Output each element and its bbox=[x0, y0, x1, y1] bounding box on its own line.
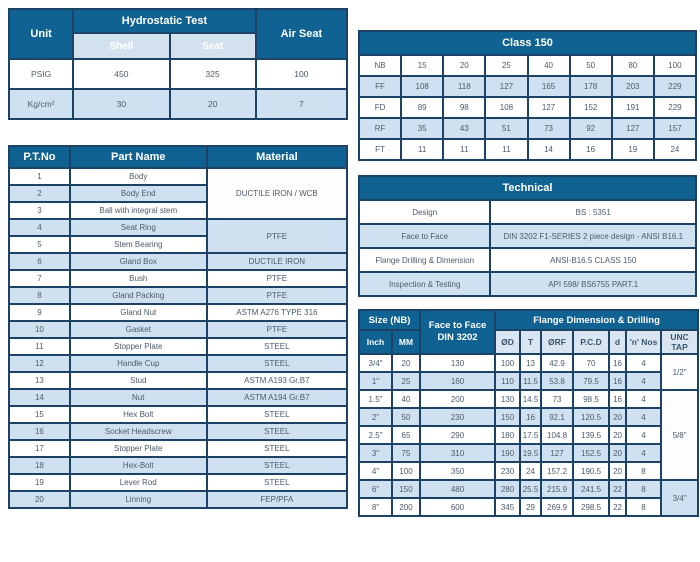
table-row bbox=[359, 372, 698, 390]
n-cell: 8 bbox=[626, 462, 661, 480]
material-cell: PTFE bbox=[207, 270, 347, 287]
face-to-face-label: Face to Face bbox=[428, 320, 487, 332]
mm-header: MM bbox=[392, 330, 420, 354]
part-name-cell: Body bbox=[70, 168, 207, 185]
value-cell: 20 bbox=[443, 55, 485, 76]
d-cell: 22 bbox=[609, 498, 626, 516]
part-name-cell: Seat Ring bbox=[70, 219, 207, 236]
n-cell: 4 bbox=[626, 354, 661, 372]
shell-subheader: Shell bbox=[73, 33, 169, 59]
unit-cell: PSIG bbox=[9, 59, 73, 89]
tech-label-cell: Design bbox=[359, 200, 490, 224]
part-name-cell: Stem Bearing bbox=[70, 236, 207, 253]
pt-no-cell: 4 bbox=[9, 219, 70, 236]
value-cell: 191 bbox=[612, 97, 654, 118]
table-row bbox=[9, 89, 347, 119]
inch-cell: 3" bbox=[359, 444, 392, 462]
inch-cell: 8" bbox=[359, 498, 392, 516]
flange-dimensions-table bbox=[358, 309, 699, 517]
air-seat-header: Air Seat bbox=[256, 9, 347, 59]
table-row bbox=[359, 248, 696, 272]
air-seat-value-cell: 7 bbox=[256, 89, 347, 119]
pt-no-cell: 9 bbox=[9, 304, 70, 321]
part-name-cell: Stud bbox=[70, 372, 207, 389]
value-cell: 51 bbox=[485, 118, 527, 139]
pt-no-cell: 20 bbox=[9, 491, 70, 508]
technical-header: Technical bbox=[359, 176, 696, 200]
inch-cell: 1" bbox=[359, 372, 392, 390]
row-label-cell: RF bbox=[359, 118, 401, 139]
table-row bbox=[359, 426, 698, 444]
od-cell: 110 bbox=[495, 372, 520, 390]
table-row bbox=[9, 59, 347, 89]
value-cell: 203 bbox=[612, 76, 654, 97]
inch-cell: 2.5" bbox=[359, 426, 392, 444]
value-cell: 92 bbox=[570, 118, 612, 139]
hydrostatic-test-header: Hydrostatic Test bbox=[73, 9, 256, 33]
part-name-cell: Stopper Plate bbox=[70, 440, 207, 457]
pcd-cell: 79.5 bbox=[573, 372, 609, 390]
table-row bbox=[9, 440, 347, 457]
value-cell: 80 bbox=[612, 55, 654, 76]
n-nos-header: 'n' Nos bbox=[626, 330, 661, 354]
tech-value-cell: API 598/ BS6755 PART.1 bbox=[490, 272, 696, 296]
od-cell: 345 bbox=[495, 498, 520, 516]
unit-header: Unit bbox=[9, 9, 73, 59]
part-name-cell: Nut bbox=[70, 389, 207, 406]
pt-no-cell: 12 bbox=[9, 355, 70, 372]
value-cell: 35 bbox=[401, 118, 443, 139]
value-cell: 165 bbox=[528, 76, 570, 97]
seat-value-cell: 325 bbox=[170, 59, 256, 89]
seat-value-cell: 20 bbox=[170, 89, 256, 119]
table-row bbox=[9, 304, 347, 321]
n-cell: 8 bbox=[626, 480, 661, 498]
part-name-cell: Lever Rod bbox=[70, 474, 207, 491]
mm-cell: 150 bbox=[392, 480, 420, 498]
pt-no-cell: 15 bbox=[9, 406, 70, 423]
orf-cell: 215.9 bbox=[541, 480, 573, 498]
table-row bbox=[359, 444, 698, 462]
t-cell: 13 bbox=[520, 354, 541, 372]
inch-cell: 4" bbox=[359, 462, 392, 480]
f2f-cell: 230 bbox=[420, 408, 495, 426]
pcd-cell: 190.5 bbox=[573, 462, 609, 480]
material-cell: PTFE bbox=[207, 219, 347, 253]
row-label-cell: FD bbox=[359, 97, 401, 118]
t-cell: 19.5 bbox=[520, 444, 541, 462]
d-header: d bbox=[609, 330, 626, 354]
value-cell: 229 bbox=[654, 97, 696, 118]
material-cell: ASTM A193 Gr.B7 bbox=[207, 372, 347, 389]
inch-cell: 6" bbox=[359, 480, 392, 498]
row-label-cell: FF bbox=[359, 76, 401, 97]
pt-no-cell: 7 bbox=[9, 270, 70, 287]
mm-cell: 40 bbox=[392, 390, 420, 408]
f2f-cell: 160 bbox=[420, 372, 495, 390]
value-cell: 43 bbox=[443, 118, 485, 139]
pcd-cell: 120.5 bbox=[573, 408, 609, 426]
table-row bbox=[9, 219, 347, 236]
orf-cell: 104.8 bbox=[541, 426, 573, 444]
value-cell: 152 bbox=[570, 97, 612, 118]
f2f-cell: 200 bbox=[420, 390, 495, 408]
table-row bbox=[359, 118, 696, 139]
table-row bbox=[9, 270, 347, 287]
value-cell: 15 bbox=[401, 55, 443, 76]
value-cell: 118 bbox=[443, 76, 485, 97]
value-cell: 108 bbox=[401, 76, 443, 97]
d-cell: 20 bbox=[609, 444, 626, 462]
table-row bbox=[359, 498, 698, 516]
material-cell: FEP/PFA bbox=[207, 491, 347, 508]
shell-value-cell: 450 bbox=[73, 59, 169, 89]
inch-cell: 3/4" bbox=[359, 354, 392, 372]
pt-no-cell: 1 bbox=[9, 168, 70, 185]
material-cell: ASTM A194 Gr.B7 bbox=[207, 389, 347, 406]
table-row bbox=[359, 354, 698, 372]
right-column bbox=[358, 30, 697, 517]
pt-no-cell: 19 bbox=[9, 474, 70, 491]
f2f-cell: 130 bbox=[420, 354, 495, 372]
value-cell: 25 bbox=[485, 55, 527, 76]
part-name-cell: Ball with integral stem bbox=[70, 202, 207, 219]
pt-no-cell: 8 bbox=[9, 287, 70, 304]
inch-cell: 1.5" bbox=[359, 390, 392, 408]
value-cell: 11 bbox=[443, 139, 485, 160]
table-row bbox=[359, 462, 698, 480]
unc-tap-cell: 3/4" bbox=[661, 480, 698, 516]
pt-no-cell: 17 bbox=[9, 440, 70, 457]
pcd-cell: 98.5 bbox=[573, 390, 609, 408]
inch-cell: 2" bbox=[359, 408, 392, 426]
table-row bbox=[9, 389, 347, 406]
tech-value-cell: ANSI-B16.5 CLASS 150 bbox=[490, 248, 696, 272]
inch-header: Inch bbox=[359, 330, 392, 354]
table-row bbox=[359, 408, 698, 426]
table-row bbox=[9, 355, 347, 372]
f2f-cell: 310 bbox=[420, 444, 495, 462]
part-name-cell: Body End bbox=[70, 185, 207, 202]
value-cell: 11 bbox=[485, 139, 527, 160]
d-cell: 20 bbox=[609, 408, 626, 426]
size-nb-header: Size (NB) bbox=[359, 310, 420, 330]
tech-value-cell: BS : 5351 bbox=[490, 200, 696, 224]
pt-no-cell: 10 bbox=[9, 321, 70, 338]
t-cell: 29 bbox=[520, 498, 541, 516]
mm-cell: 20 bbox=[392, 354, 420, 372]
value-cell: 157 bbox=[654, 118, 696, 139]
table-row bbox=[9, 253, 347, 270]
d-cell: 16 bbox=[609, 354, 626, 372]
class-150-header: Class 150 bbox=[359, 31, 696, 55]
material-header: Material bbox=[207, 146, 347, 168]
shell-value-cell: 30 bbox=[73, 89, 169, 119]
tech-label-cell: Flange Drilling & Dimension bbox=[359, 248, 490, 272]
orf-cell: 127 bbox=[541, 444, 573, 462]
n-cell: 4 bbox=[626, 408, 661, 426]
n-cell: 4 bbox=[626, 372, 661, 390]
unit-cell: Kg/cm² bbox=[9, 89, 73, 119]
value-cell: 229 bbox=[654, 76, 696, 97]
mm-cell: 200 bbox=[392, 498, 420, 516]
material-cell: STEEL bbox=[207, 440, 347, 457]
left-column bbox=[8, 8, 348, 509]
table-row bbox=[9, 338, 347, 355]
f2f-cell: 350 bbox=[420, 462, 495, 480]
material-cell: DUCTILE IRON / WCB bbox=[207, 168, 347, 219]
value-cell: 50 bbox=[570, 55, 612, 76]
t-cell: 11.5 bbox=[520, 372, 541, 390]
material-cell: STEEL bbox=[207, 406, 347, 423]
n-cell: 4 bbox=[626, 444, 661, 462]
value-cell: 19 bbox=[612, 139, 654, 160]
pt-no-cell: 3 bbox=[9, 202, 70, 219]
pt-no-header: P.T.No bbox=[9, 146, 70, 168]
d-cell: 16 bbox=[609, 372, 626, 390]
parts-list-table bbox=[8, 145, 348, 509]
orf-cell: 42.9 bbox=[541, 354, 573, 372]
table-row bbox=[9, 321, 347, 338]
od-cell: 230 bbox=[495, 462, 520, 480]
unc-tap-cell: 1/2" bbox=[661, 354, 698, 390]
part-name-cell: Gland Packing bbox=[70, 287, 207, 304]
flange-dimension-drilling-header: Flange Dimension & Drilling bbox=[495, 310, 698, 330]
technical-table bbox=[358, 175, 697, 297]
part-name-header: Part Name bbox=[70, 146, 207, 168]
t-cell: 25.5 bbox=[520, 480, 541, 498]
material-cell: ASTM A276 TYPE 316 bbox=[207, 304, 347, 321]
hydrostatic-test-table bbox=[8, 8, 348, 120]
pt-no-cell: 2 bbox=[9, 185, 70, 202]
row-label-cell: NB bbox=[359, 55, 401, 76]
table-row bbox=[359, 390, 698, 408]
orf-cell: 53.8 bbox=[541, 372, 573, 390]
part-name-cell: Gasket bbox=[70, 321, 207, 338]
t-header: T bbox=[520, 330, 541, 354]
n-cell: 4 bbox=[626, 390, 661, 408]
d-cell: 16 bbox=[609, 390, 626, 408]
mm-cell: 25 bbox=[392, 372, 420, 390]
material-cell: STEEL bbox=[207, 423, 347, 440]
orf-cell: 92.1 bbox=[541, 408, 573, 426]
table-row bbox=[359, 480, 698, 498]
value-cell: 24 bbox=[654, 139, 696, 160]
od-cell: 190 bbox=[495, 444, 520, 462]
material-cell: DUCTILE IRON bbox=[207, 253, 347, 270]
mm-cell: 65 bbox=[392, 426, 420, 444]
table-row bbox=[359, 200, 696, 224]
pcd-header: P.C.D bbox=[573, 330, 609, 354]
class-150-table bbox=[358, 30, 697, 161]
mm-cell: 50 bbox=[392, 408, 420, 426]
d-cell: 22 bbox=[609, 480, 626, 498]
f2f-cell: 480 bbox=[420, 480, 495, 498]
din-3202-label: DIN 3202 bbox=[437, 332, 478, 343]
face-to-face-header bbox=[420, 310, 495, 354]
part-name-cell: Stopper Plate bbox=[70, 338, 207, 355]
f2f-cell: 600 bbox=[420, 498, 495, 516]
part-name-cell: Handle Cup bbox=[70, 355, 207, 372]
table-row bbox=[359, 224, 696, 248]
od-cell: 280 bbox=[495, 480, 520, 498]
t-cell: 17.5 bbox=[520, 426, 541, 444]
table-row bbox=[9, 491, 347, 508]
n-cell: 8 bbox=[626, 498, 661, 516]
table-row bbox=[9, 406, 347, 423]
value-cell: 40 bbox=[528, 55, 570, 76]
table-row bbox=[9, 287, 347, 304]
unc-tap-header: UNC TAP bbox=[661, 330, 698, 354]
part-name-cell: Hex-Bolt bbox=[70, 457, 207, 474]
table-row bbox=[359, 139, 696, 160]
value-cell: 73 bbox=[528, 118, 570, 139]
pt-no-cell: 14 bbox=[9, 389, 70, 406]
row-label-cell: FT bbox=[359, 139, 401, 160]
table-row bbox=[9, 168, 347, 185]
part-name-cell: Bush bbox=[70, 270, 207, 287]
d-cell: 20 bbox=[609, 426, 626, 444]
value-cell: 89 bbox=[401, 97, 443, 118]
material-cell: PTFE bbox=[207, 321, 347, 338]
t-cell: 16 bbox=[520, 408, 541, 426]
value-cell: 98 bbox=[443, 97, 485, 118]
material-cell: PTFE bbox=[207, 287, 347, 304]
tech-label-cell: Face to Face bbox=[359, 224, 490, 248]
orf-cell: 269.9 bbox=[541, 498, 573, 516]
od-cell: 130 bbox=[495, 390, 520, 408]
pt-no-cell: 11 bbox=[9, 338, 70, 355]
pt-no-cell: 16 bbox=[9, 423, 70, 440]
part-name-cell: Linning bbox=[70, 491, 207, 508]
od-header: ØD bbox=[495, 330, 520, 354]
table-row bbox=[359, 97, 696, 118]
pcd-cell: 298.5 bbox=[573, 498, 609, 516]
value-cell: 16 bbox=[570, 139, 612, 160]
pt-no-cell: 18 bbox=[9, 457, 70, 474]
table-row bbox=[9, 457, 347, 474]
material-cell: STEEL bbox=[207, 474, 347, 491]
od-cell: 180 bbox=[495, 426, 520, 444]
air-seat-value-cell: 100 bbox=[256, 59, 347, 89]
value-cell: 178 bbox=[570, 76, 612, 97]
table-row bbox=[359, 55, 696, 76]
od-cell: 150 bbox=[495, 408, 520, 426]
value-cell: 108 bbox=[485, 97, 527, 118]
pcd-cell: 152.5 bbox=[573, 444, 609, 462]
seat-subheader: Seat bbox=[170, 33, 256, 59]
pt-no-cell: 6 bbox=[9, 253, 70, 270]
value-cell: 127 bbox=[485, 76, 527, 97]
material-cell: STEEL bbox=[207, 338, 347, 355]
value-cell: 127 bbox=[612, 118, 654, 139]
od-cell: 100 bbox=[495, 354, 520, 372]
part-name-cell: Gland Nut bbox=[70, 304, 207, 321]
t-cell: 14.5 bbox=[520, 390, 541, 408]
value-cell: 14 bbox=[528, 139, 570, 160]
pcd-cell: 241.5 bbox=[573, 480, 609, 498]
pcd-cell: 139.5 bbox=[573, 426, 609, 444]
orf-header: ØRF bbox=[541, 330, 573, 354]
d-cell: 20 bbox=[609, 462, 626, 480]
table-row bbox=[359, 76, 696, 97]
material-cell: STEEL bbox=[207, 355, 347, 372]
table-row bbox=[9, 423, 347, 440]
unc-tap-cell: 5/8" bbox=[661, 390, 698, 480]
tech-value-cell: DIN 3202 F1-SERIES 2 piece design - ANSI B16.1 bbox=[490, 224, 696, 248]
tech-label-cell: Inspection & Testing bbox=[359, 272, 490, 296]
part-name-cell: Hex Bolt bbox=[70, 406, 207, 423]
table-row bbox=[9, 372, 347, 389]
mm-cell: 75 bbox=[392, 444, 420, 462]
mm-cell: 100 bbox=[392, 462, 420, 480]
pt-no-cell: 5 bbox=[9, 236, 70, 253]
part-name-cell: Socket Headscrew bbox=[70, 423, 207, 440]
table-row bbox=[359, 272, 696, 296]
part-name-cell: Gland Box bbox=[70, 253, 207, 270]
pt-no-cell: 13 bbox=[9, 372, 70, 389]
table-row bbox=[9, 474, 347, 491]
orf-cell: 73 bbox=[541, 390, 573, 408]
value-cell: 100 bbox=[654, 55, 696, 76]
n-cell: 4 bbox=[626, 426, 661, 444]
material-cell: STEEL bbox=[207, 457, 347, 474]
pcd-cell: 70 bbox=[573, 354, 609, 372]
t-cell: 24 bbox=[520, 462, 541, 480]
value-cell: 11 bbox=[401, 139, 443, 160]
orf-cell: 157.2 bbox=[541, 462, 573, 480]
f2f-cell: 290 bbox=[420, 426, 495, 444]
value-cell: 127 bbox=[528, 97, 570, 118]
